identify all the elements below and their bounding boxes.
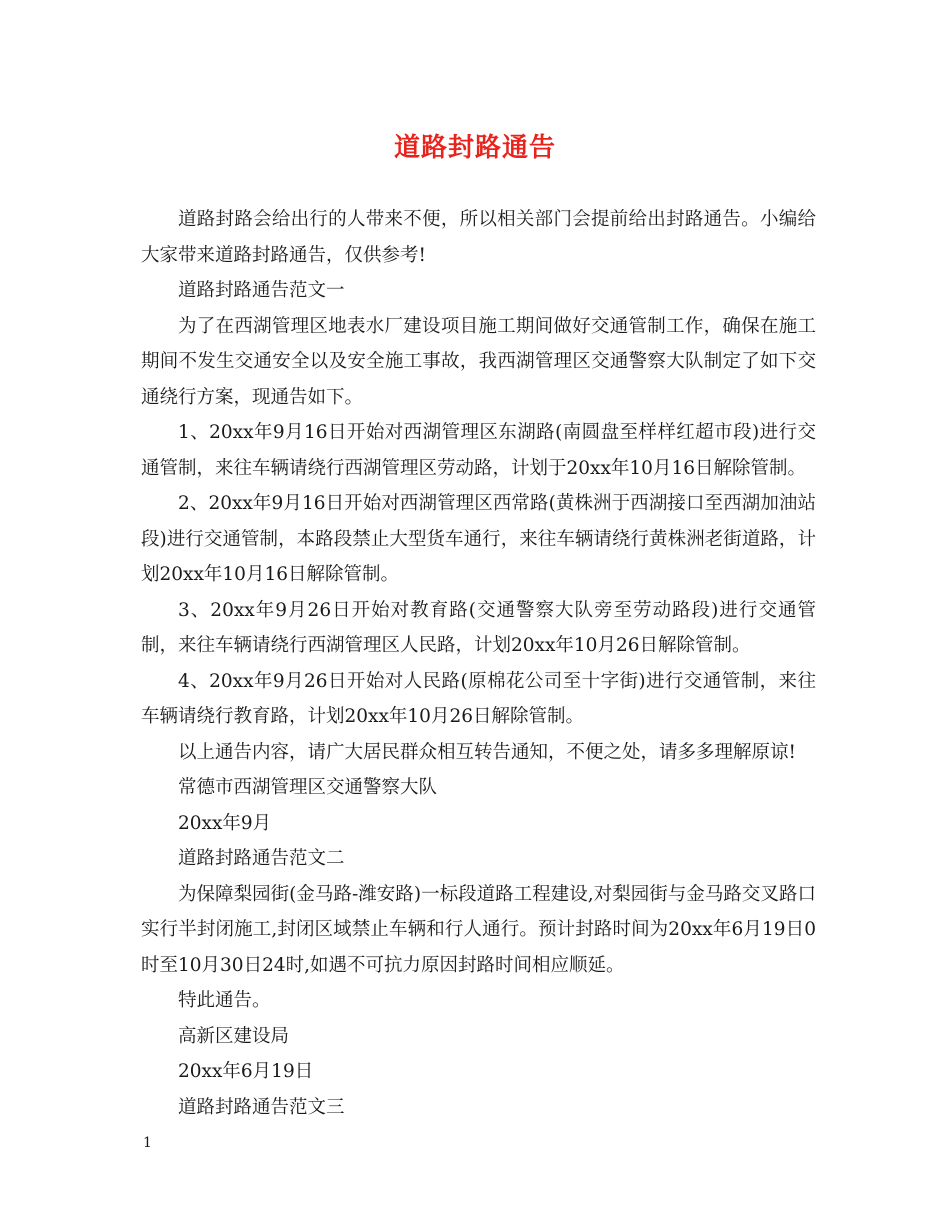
document-title: 道路封路通告 — [393, 133, 556, 163]
section-heading-sample-3: 道路封路通告范文三 — [178, 1096, 345, 1118]
page-number: 1 — [143, 1135, 152, 1151]
paragraph-intro: 道路封路会给出行的人带来不便，所以相关部门会提前给出封路通告。小编给大家带来道路封路通告，仅供参考! — [141, 209, 816, 266]
paragraph: 以上通告内容，请广大居民群众相互转告通知，不便之处，请多多理解原谅! — [178, 741, 796, 763]
signature-date: 20xx年6月19日 — [178, 1061, 314, 1082]
signature-issuer: 常德市西湖管理区交通警察大队 — [178, 777, 438, 798]
document-body — [141, 202, 816, 1125]
section-heading-sample-1: 道路封路通告范文一 — [178, 280, 345, 301]
list-item: 3、20xx年9月26日开始对教育路(交通警察大队旁至劳动路段)进行交通管制，来往车辆请绕行西湖管理区人民路，计划20xx年10月26日解除管制。 — [141, 599, 816, 656]
list-item: 1、20xx年9月16日开始对西湖管理区东湖路(南圆盘至样样红超市段)进行交通管制，来往车辆请绕行西湖管理区劳动路，计划于20xx年10月16日解除管制。 — [141, 422, 816, 479]
paragraph: 为保障梨园街(金马路-潍安路)一标段道路工程建设,对梨园街与金马路交叉路口实行半封闭施工,封闭区域禁止车辆和行人通行。预计封路时间为20xx年6月19日0时至10月30日24时,如遇不可抗力原因封路时间相应顺延。 — [141, 883, 816, 976]
list-item: 4、20xx年9月26日开始对人民路(原棉花公司至十字街)进行交通管制，来往车辆请绕行教育路，计划20xx年10月26日解除管制。 — [141, 670, 816, 727]
paragraph: 特此通告。 — [178, 990, 271, 1011]
paragraph: 为了在西湖管理区地表水厂建设项目施工期间做好交通管制工作，确保在施工期间不发生交通安全以及安全施工事故，我西湖管理区交通警察大队制定了如下交通绕行方案，现通告如下。 — [141, 315, 816, 408]
list-item: 2、20xx年9月16日开始对西湖管理区西常路(黄株洲于西湖接口至西湖加油站段)进行交通管制，本路段禁止大型货车通行，来往车辆请绕行黄株洲老街道路，计划20xx年10月16日解除管制。 — [141, 493, 816, 585]
section-heading-sample-2: 道路封路通告范文二 — [178, 848, 345, 869]
signature-date: 20xx年9月 — [178, 812, 272, 834]
signature-issuer: 高新区建设局 — [178, 1025, 290, 1047]
